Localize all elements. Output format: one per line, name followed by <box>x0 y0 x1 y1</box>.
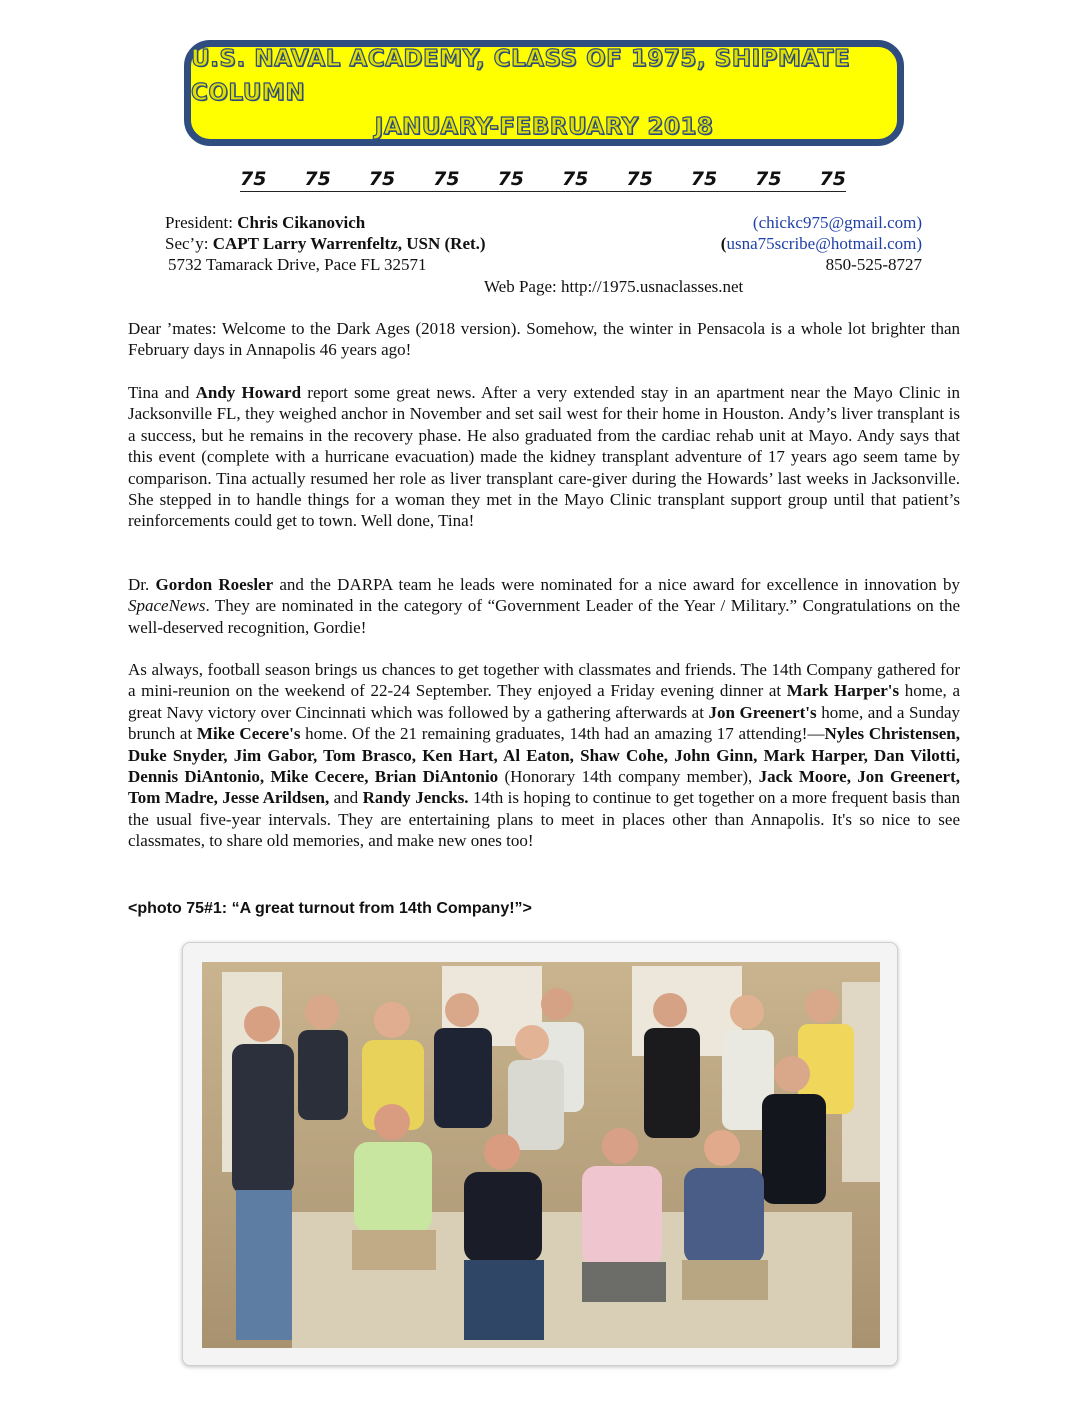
webpage[interactable]: Web Page: http://1975.usnaclasses.net <box>484 277 744 296</box>
paragraph-text: 14th is hoping to continue to get together on a more frequent basis than the usual five-year intervals. They are entertaining plans to meet in places other than Annapolis. It's so nice to see classmates, to share old memories, and make new ones too! <box>128 788 960 851</box>
name-bold: Gordon Roesler <box>155 575 274 594</box>
paragraph-text: home. Of the 21 remaining graduates, 14th had an amazing 17 attending!— <box>300 724 825 744</box>
paragraph-text: (Honorary 14th company member), <box>498 767 759 787</box>
president-name: Chris Cikanovich <box>237 213 366 232</box>
banner-title: U.S. NAVAL ACADEMY, CLASS OF 1975, SHIPMATE COLUMN <box>191 46 851 106</box>
name-bold: Andy Howard <box>195 383 302 402</box>
class-mark: 75 <box>304 168 331 190</box>
paragraph-text: home, and a Sunday brunch at <box>128 702 960 744</box>
paragraph-text: home, a great Navy victory over Cincinnati which was followed by a gathering afterwards at <box>128 681 960 722</box>
paragraph-text: and the DARPA team he leads were nominated for a nice award for excellence in innovation by <box>273 575 961 594</box>
address: 5732 Tamarack Drive, Pace FL 32571 <box>168 255 427 274</box>
paragraph-text: Dear ’mates: Welcome to the Dark Ages (2018 version). Somehow, the winter in Pensacola is a whole lot brighter than February days in Annapolis 46 years ago! <box>128 319 960 360</box>
group-photo <box>202 962 880 1348</box>
paragraph-text: and <box>329 788 363 808</box>
publication-italic: SpaceNews <box>128 596 206 616</box>
attendee-names: Jack Moore, Jon Greenert, Tom Madre, Jesse Arildsen, <box>128 767 961 808</box>
header-banner <box>184 40 904 146</box>
paragraph-roesler <box>128 574 960 638</box>
paragraph-text: As always, football season brings us chances to get together with classmates and friends. The 14th Company gathered for a mini-reunion on the weekend of 22-24 September. They enjoyed a Friday evening dinner at <box>128 660 960 701</box>
paragraph-text: Tina and <box>128 383 196 402</box>
secretary-name: CAPT Larry Warrenfeltz, USN (Ret.) <box>212 234 486 253</box>
class-mark: 75 <box>626 168 653 190</box>
class-mark: 75 <box>497 168 525 190</box>
attendee-names: Randy Jencks. <box>362 788 469 808</box>
secretary-email-link[interactable]: usna75scribe@hotmail.com) <box>726 234 922 253</box>
attendee-names: Nyles Christensen, Duke Snyder, Jim Gabor, Tom Brasco, Ken Hart, Al Eaton, Shaw Cohe, John Ginn, Mark Harper, Dan Vilotti, Dennis DiAntonio, Mike Cecere, Brian DiAntonio <box>128 724 960 787</box>
name-bold: Mark Harper's <box>786 681 900 701</box>
photo-caption: <photo 75#1: “A great turnout from 14th Company!”> <box>128 900 532 917</box>
class-mark: 75 <box>755 168 782 190</box>
banner-date: JANUARY-FEBRUARY 2018 <box>374 114 714 140</box>
name-bold: Mike Cecere's <box>196 724 301 744</box>
class-mark: 75 <box>433 168 460 190</box>
name-bold: Jon Greenert's <box>708 702 817 722</box>
president-label: President: <box>165 213 238 232</box>
photo-frame <box>182 942 898 1366</box>
class-mark: 75 <box>819 168 846 190</box>
class-mark: 75 <box>240 168 267 190</box>
paragraph-text: report some great news. After a very extended stay in an apartment near the Mayo Clinic in Jacksonville FL, they weighed anchor in November and set sail west for their home in Houston. Andy’s liver transplant is a success, but he remains in the recovery phase. He also graduated from the cardiac rehab unit at Mayo. Andy says that this event (complete with a hurricane evacuation) made the kidney transplant adventure of 17 years ago seem tame by comparison. Tina actually resumed her role as liver transplant care-giver during the Howards’ last weeks in Jacksonville. She stepped in to handle things for a woman they met in the Mayo Clinic transplant support group until that patient’s reinforcements could get to town. Well done, Tina! <box>128 383 961 531</box>
secretary-line <box>165 233 486 254</box>
class-mark: 75 <box>368 168 396 190</box>
president-line <box>165 212 365 233</box>
secretary-label: Sec’y: <box>165 234 213 253</box>
secretary-email <box>721 233 922 254</box>
paragraph-intro <box>128 318 960 361</box>
secretary-email-paren: ( <box>720 234 727 253</box>
phone: 850-525-8727 <box>825 255 922 274</box>
paragraph-reunion <box>128 659 960 852</box>
paragraph-text: . They are nominated in the category of “Government Leader of the Year / Military.” Congratulations on the well-deserved recognition, Gordie! <box>128 596 960 637</box>
class-mark: 75 <box>561 168 589 190</box>
paragraph-howard <box>128 382 960 532</box>
class-mark: 75 <box>690 168 718 190</box>
president-email <box>753 212 922 233</box>
president-email-link[interactable]: (chickc975@gmail.com) <box>752 213 922 232</box>
paragraph-text: Dr. <box>128 575 156 594</box>
class-marks-row <box>240 168 846 192</box>
